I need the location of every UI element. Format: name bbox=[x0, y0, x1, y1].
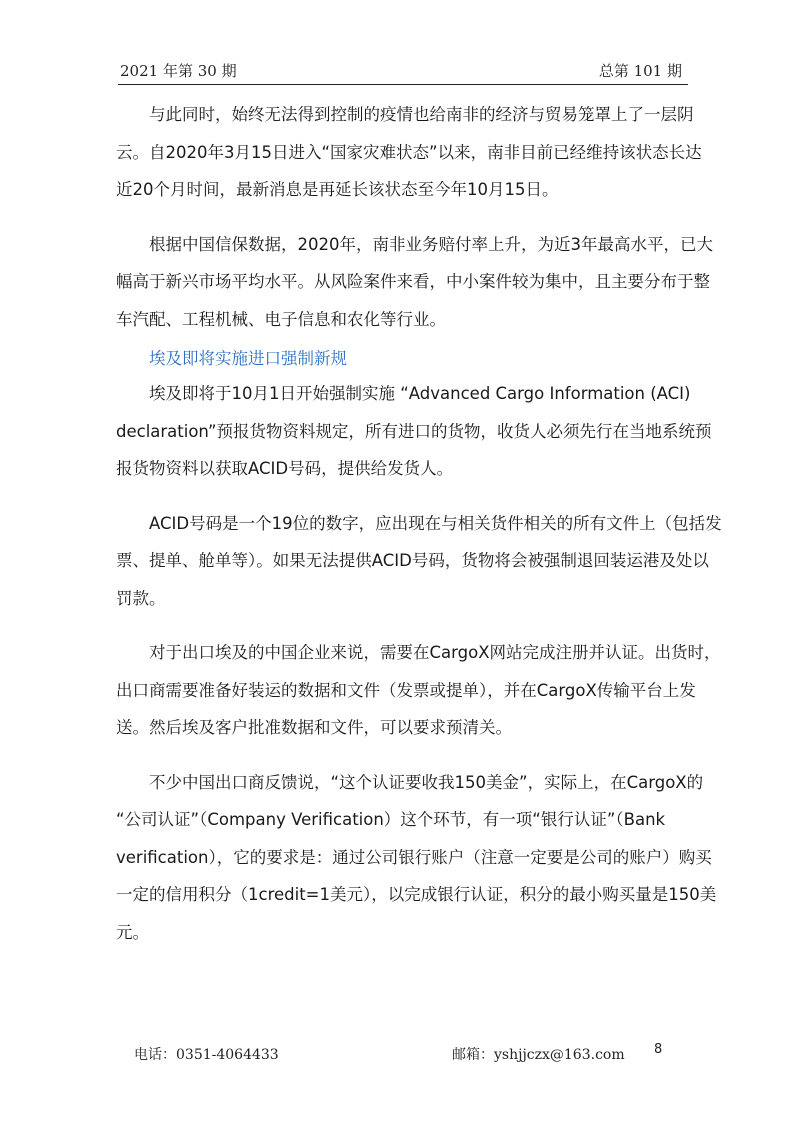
paragraph-line: “公司认证”（Company Verification）这个环节，有一项“银行认证”（Bank bbox=[116, 810, 666, 829]
paragraph-line: 云。自2020年3月15日进入“国家灾难状态”以来，南非目前已经维持该状态长达 bbox=[116, 142, 702, 162]
paragraph-line: 送。然后埃及客户批准数据和文件，可以要求预清关。 bbox=[116, 718, 512, 737]
paragraph-epidemic bbox=[116, 96, 702, 209]
paragraph-line: 对于出口埃及的中国企业来说，需要在CargoX网站完成注册并认证。出货时， bbox=[149, 643, 721, 662]
paragraph-line: 元。 bbox=[116, 922, 149, 942]
paragraph-line: 票、提单、舱单等）。如果无法提供ACID号码，货物将会被强制退回装运港及处以 bbox=[116, 551, 709, 570]
page-number: 8 bbox=[654, 1042, 663, 1057]
paragraph-line: 与此同时，始终无法得到控制的疫情也给南非的经济与贸易笼罩上了一层阴 bbox=[149, 105, 694, 124]
paragraph-line: 车汽配、工程机械、电子信息和农化等行业。 bbox=[116, 309, 446, 329]
article-body bbox=[116, 96, 722, 968]
paragraph-line: declaration”预报货物资料规定，所有进口的货物，收货人必须先行在当地系统预 bbox=[116, 421, 712, 441]
page-header bbox=[118, 58, 688, 85]
paragraph-aci bbox=[116, 375, 712, 488]
paragraph-line: 幅高于新兴市场平均水平。从风险案件来看，中小案件较为集中，且主要分布于整 bbox=[116, 272, 710, 291]
paragraph-line: 出口商需要准备好装运的数据和文件（发票或提单），并在CargoX传输平台上发 bbox=[116, 680, 696, 700]
paragraph-bank-verification bbox=[116, 764, 717, 952]
paragraph-line: 不少中国出口商反馈说，“这个认证要收我150美金”，实际上，在CargoX的 bbox=[149, 772, 704, 792]
page-footer bbox=[0, 1044, 800, 1068]
paragraph-line: 报货物资料以获取ACID号码，提供给发货人。 bbox=[116, 459, 454, 478]
total-issue-number: 总第 101 期 bbox=[598, 62, 682, 80]
paragraph-acid-number bbox=[116, 505, 722, 618]
paragraph-sinosure-data bbox=[116, 226, 713, 339]
paragraph-line: ACID号码是一个19位的数字，应出现在与相关货件相关的所有文件上（包括发 bbox=[149, 513, 722, 533]
footer-email: 邮箱：yshjjczx@163.com bbox=[452, 1047, 625, 1063]
paragraph-line: 一定的信用积分（1credit=1美元），以完成银行认证，积分的最小购买量是150美 bbox=[116, 885, 717, 904]
footer-phone: 电话：0351-4064433 bbox=[134, 1047, 279, 1063]
issue-number: 2021 年第 30 期 bbox=[120, 62, 237, 80]
paragraph-line: 根据中国信保数据，2020年，南非业务赔付率上升，为近3年最高水平，已大 bbox=[149, 234, 713, 254]
section-heading: 埃及即将实施进口强制新规 bbox=[149, 349, 347, 368]
paragraph-line: 埃及即将于10月1日开始强制实施 “Advanced Cargo Information (ACI) bbox=[149, 384, 691, 403]
paragraph-cargox-registration bbox=[116, 634, 721, 747]
paragraph-line: verification），它的要求是：通过公司银行账户（注意一定要是公司的账户）购买 bbox=[116, 847, 712, 867]
paragraph-line: 罚款。 bbox=[116, 588, 166, 608]
paragraph-line: 近20个月时间，最新消息是再延长该状态至今年10月15日。 bbox=[116, 180, 559, 199]
